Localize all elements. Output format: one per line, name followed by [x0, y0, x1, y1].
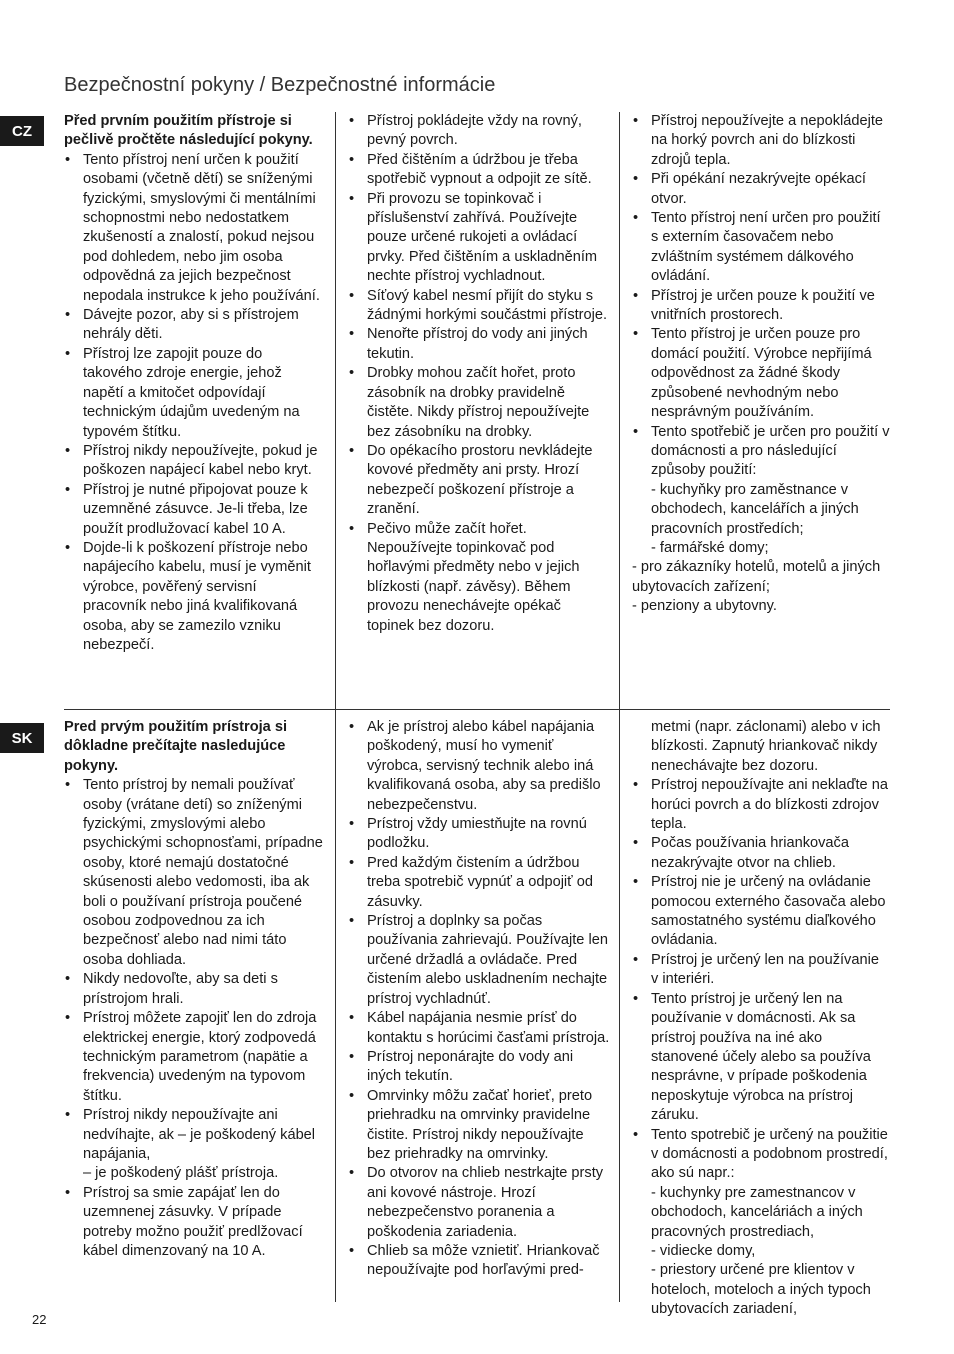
list-item: • Při provozu se topinkovač i příslušenství zahřívá. Používejte pouze určené rukojeti a ovládací prvky. Před čištěním a uskladněním nechte přístroj vychladnout.: [348, 190, 611, 287]
list-item: • Chlieb sa môže vznietiť. Hriankovač nepoužívajte pod horľavými pred-: [348, 1242, 611, 1281]
list-item: • Tento prístroj je určený len na používanie v domácnosti. Ak sa prístroj používa na iné ako stanovené účely alebo sa používa nesprávne, v prípade poškodenia neposkytuje výrobca na prístroj záruku.: [632, 990, 890, 1126]
cz-column-3: [620, 112, 890, 709]
list-item-text: Tento spotřebič je určen pro použití v domácnosti a pro následující způsoby použití:: [651, 423, 890, 479]
sub-item: - kuchynky pre zamestnancov v obchodoch, kanceláriách a iných pracovných prostrediach,: [651, 1184, 863, 1240]
list-item: • Pred každým čistením a údržbou treba spotrebič vypnúť a odpojiť od zásuvky.: [348, 854, 611, 912]
list-item: • Prístroj vždy umiestňujte na rovnú podložku.: [348, 815, 611, 854]
sk-intro: Pred prvým použitím prístroja si dôkladne prečítajte nasledujúce pokyny.: [64, 719, 288, 774]
list-item: • Prístroj sa smie zapájať len do uzemnenej zásuvky. V prípade potreby možno použiť predlžovací kábel dimenzovaný na 10 A.: [64, 1184, 323, 1262]
sk-list-1: [64, 776, 323, 1261]
list-item: [64, 1106, 323, 1184]
page-number: 22: [32, 1312, 47, 1327]
cz-column-2: [336, 112, 611, 709]
section-divider: [64, 709, 890, 710]
list-item-text: Prístroj nikdy nepoužívajte ani nedvíhajte, ak – je poškodený kábel napájania,: [83, 1107, 316, 1162]
list-item: [632, 1126, 890, 1320]
list-item: • Dojde-li k poškození přístroje nebo napájecího kabelu, musí je vyměnit výrobce, pověřený servisní pracovník nebo jiná kvalifikovaná osoba, aby se zamezilo vzniku nebezpečí.: [64, 539, 323, 655]
list-item: • Přístroj je nutné připojovat pouze k uzemněné zásuvce. Je-li třeba, lze použít prodlužovací kabel 10 A.: [64, 481, 323, 539]
language-tab-cz: CZ: [0, 116, 44, 146]
language-tab-sk: SK: [0, 723, 44, 753]
section-sk: [64, 718, 890, 1318]
list-item: • Při opékání nezakrývejte opékací otvor.: [632, 170, 890, 209]
cz-list-2: [348, 112, 611, 636]
list-item: • Tento prístroj by nemali používať osoby (vrátane detí) so zníženými fyzickými, zmyslovými alebo psychickými schopnosťami, prípadne osoby, ktoré nemajú dostatočné skúsenosti alebo vedomosti, iba ak boli o používaní prístroja poučené osobou zodpovednou za ich bezpečnosť alebo nad nimi táto osoba dohliada.: [64, 776, 323, 970]
sub-item: – je poškodený plášť prístroja.: [83, 1165, 279, 1182]
list-item: • Přístroj nepoužívejte a nepokládejte na horký povrch ani do blízkosti zdrojů tepla.: [632, 112, 890, 170]
sub-item: - farmářské domy;: [651, 539, 769, 556]
list-item: • Nenořte přístroj do vody ani jiných tekutin.: [348, 325, 611, 364]
sub-item: - priestory určené pre klientov v hoteloch, moteloch a iných typoch ubytovacích zariadení,: [651, 1262, 871, 1318]
sk-column-2: [336, 718, 611, 1302]
list-item: • Do opékacího prostoru nevkládejte kovové předměty ani prsty. Hrozí nebezpečí poškození přístroje a zranění.: [348, 442, 611, 520]
list-item: • Drobky mohou začít hořet, proto zásobník na drobky pravidelně čistěte. Nikdy přístroj nepoužívejte bez zásobníku na drobky.: [348, 364, 611, 442]
list-item: • Přístroj lze zapojit pouze do takového zdroje energie, jehož napětí a kmitočet odpovídají technickým údajům uvedeným na typovém štítku.: [64, 345, 323, 442]
list-item: • Nikdy nedovoľte, aby sa deti s prístrojom hrali.: [64, 970, 323, 1009]
list-item: • Pečivo může začít hořet. Nepoužívejte topinkovač pod hořlavými předměty nebo v jejich blízkosti (např. závěsy). Během provozu nenechávejte opékač topinek bez dozoru.: [348, 520, 611, 636]
list-item: • Prístroj je určený len na používanie v interiéri.: [632, 951, 890, 990]
list-item: • Tento přístroj je určen pouze pro domácí použití. Výrobce nepřijímá odpovědnost za žádné škody způsobené nevhodným nebo nesprávným používáním.: [632, 325, 890, 422]
list-item: • Přístroj pokládejte vždy na rovný, pevný povrch.: [348, 112, 611, 151]
cz-column-1: [64, 112, 323, 709]
list-item: • Prístroj môžete zapojiť len do zdroja elektrickej energie, ktorý zodpovedá technickým parametrom (napätie a frekvencia) uvedeným na typovom štítku.: [64, 1009, 323, 1106]
sk-column-3: [620, 718, 890, 1318]
section-cz: [64, 112, 890, 709]
list-item: • Do otvorov na chlieb nestrkajte prsty ani kovové nástroje. Hrozí nebezpečenstvo poranenia a poškodenia zariadenia.: [348, 1164, 611, 1242]
cz-intro: Před prvním použitím přístroje si pečlivě pročtěte následující pokyny.: [64, 113, 313, 149]
list-item: [632, 423, 890, 617]
list-item: • Před čištěním a údržbou je třeba spotřebič vypnout a odpojit ze sítě.: [348, 151, 611, 190]
page-title: Bezpečnostní pokyny / Bezpečnostné informácie: [64, 74, 496, 96]
list-item: • Tento přístroj není určen pro použití s externím časovačem nebo zvláštním systémem dálkového ovládání.: [632, 209, 890, 287]
list-item: • Prístroj nie je určený na ovládanie pomocou externého časovača alebo samostatného systému diaľkového ovládania.: [632, 873, 890, 951]
sk-column-1: [64, 718, 323, 1302]
sub-item: - penziony a ubytovny.: [632, 598, 777, 615]
sk-list-3: [632, 718, 890, 1320]
list-item: • Přístroj nikdy nepoužívejte, pokud je poškozen napájecí kabel nebo kryt.: [64, 442, 323, 481]
list-item: • Prístroj nepoužívajte ani neklaďte na horúci povrch a do blízkosti zdrojov tepla.: [632, 776, 890, 834]
list-item-continued: metmi (napr. záclonami) alebo v ich blízkosti. Zapnutý hriankovač nikdy nenechávajte bez dozoru.: [651, 719, 881, 774]
list-item-text: Tento spotrebič je určený na použitie v domácnosti a podobnom prostredí, ako sú napr.:: [651, 1126, 888, 1182]
list-item: • Dávejte pozor, aby si s přístrojem nehrály děti.: [64, 306, 323, 345]
sub-item: - pro zákazníky hotelů, motelů a jiných ubytovacích zařízení;: [632, 559, 881, 595]
list-item: • Kábel napájania nesmie prísť do kontaktu s horúcimi časťami prístroja.: [348, 1009, 611, 1048]
cz-list-3: [632, 112, 890, 617]
list-item: • Omrvinky môžu začať horieť, preto priehradku na omrvinky pravidelne čistite. Prístroj nikdy nepoužívajte bez priehradky na omrvinky.: [348, 1087, 611, 1165]
list-item: • Prístroj a doplnky sa počas používania zahrievajú. Používajte len určené držadlá a ovládače. Pred čistením alebo uskladnením nechajte prístroj vychladnúť.: [348, 912, 611, 1009]
list-item: • Přístroj je určen pouze k použití ve vnitřních prostorech.: [632, 287, 890, 326]
list-item: • Tento přístroj není určen k použití osobami (včetně dětí) se sníženými fyzickými, smyslovými či mentálními schopnostmi nebo nedostatkem zkušeností a znalostí, pokud nejsou pod dohledem, nebo jim osoba odpovědná za jejich bezpečnost nepodala instrukce k jeho používání.: [64, 151, 323, 306]
list-item: • Prístroj neponárajte do vody ani iných tekutín.: [348, 1048, 611, 1087]
list-item: • Počas používania hriankovača nezakrývajte otvor na chlieb.: [632, 834, 890, 873]
sk-list-2: [348, 718, 611, 1281]
sub-item: - vidiecke domy,: [651, 1242, 756, 1259]
cz-list-1: [64, 151, 323, 656]
sub-item: - kuchyňky pro zaměstnance v obchodech, kancelářích a jiných pracovních prostředích;: [651, 481, 859, 537]
list-item: • Ak je prístroj alebo kábel napájania poškodený, musí ho vymeniť výrobca, servisný technik alebo iná kvalifikovaná osoba, aby sa predišlo nebezpečenstvu.: [348, 718, 611, 815]
list-item: • Síťový kabel nesmí přijít do styku s žádnými horkými součástmi přístroje.: [348, 287, 611, 326]
